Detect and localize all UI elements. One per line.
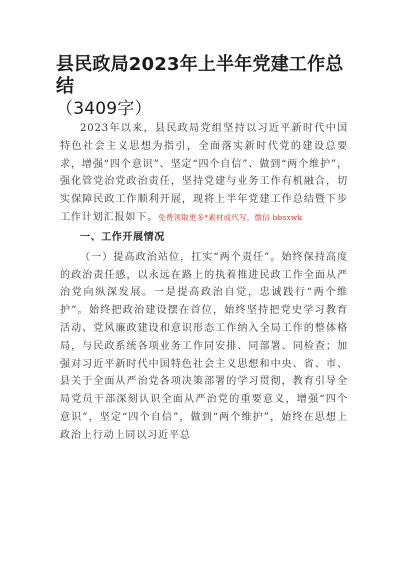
promo-note: 免费领取更多*素材或代写，微信 bbsxwk (158, 212, 303, 222)
document-body (60, 120, 348, 445)
title-line-1: 县民政局2023年上半年党建工作总结 (56, 54, 344, 97)
title-line-2: （3409字） (56, 99, 152, 119)
document-title (56, 54, 356, 120)
section-paragraph: （一）提高政治站位，扛实“两个责任”。始终保持高度的政治责任感，以永远在路上的执着推进民政工作全面从严治党向纵深发展。一是提高政治自觉，忠诚践行“两个维护”。始终把政治建设摆在首位，始终坚持把党史学习教育活动、党风廉政建设和意识形态工作纳入全局工作的整体格局，与民政系统各项业务工作同安排、同部署、同检查；加强对习近平新时代中国特色社会主义思想和中央、省、市、县关于全面从严治党各项决策部署的学习贯彻，教育引导全局党员干部深刻认识全面从严治党的重要意义，增强“四个意识”，坚定“四个自信”，做到“两个维护”，始终在思想上政治上行动上同以习近平总 (60, 251, 348, 441)
intro-text: 2023年以来，县民政局党组坚持以习近平新时代中国特色社会主义思想为指引，全面落实新时代党的建设总要求，增强“四个意识”、坚定“四个自信”、做到“两个维护”，强化管党治党政治责任，坚持党建与业务工作有机融合，切实保障民政工作顺利开展，现将上半年党建工作总结暨下步工作计划汇报如下。 (60, 123, 348, 223)
intro-paragraph (60, 120, 348, 227)
section-heading: 一、工作开展情况 (80, 231, 165, 243)
